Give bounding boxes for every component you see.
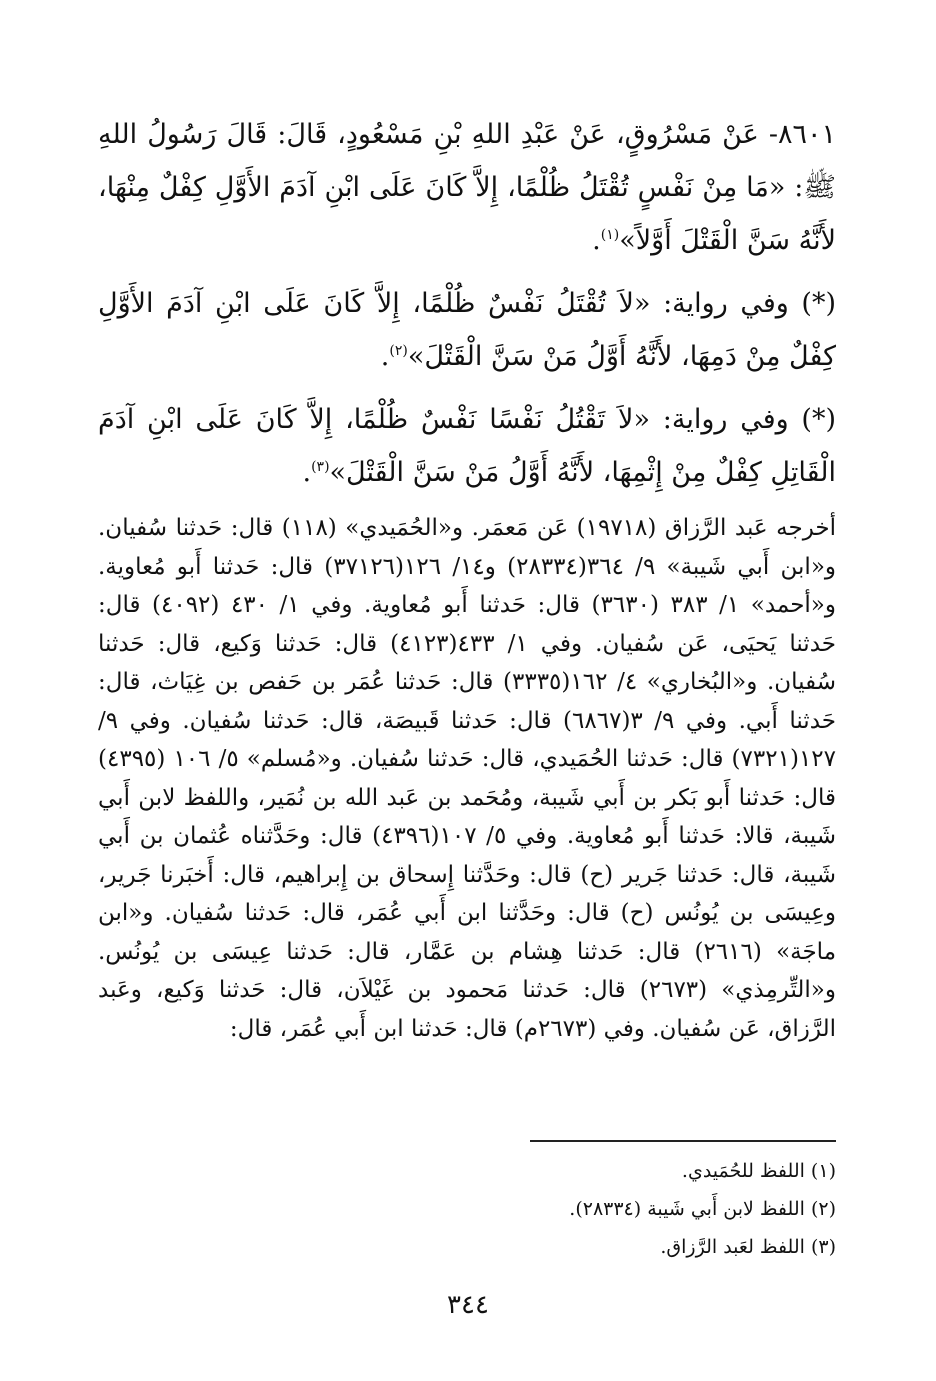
- hadith-main: [98, 108, 836, 267]
- hadith-text: «مَا مِنْ نَفْسٍ تُقْتَلُ ظُلْمًا، إِلاَّ كَانَ عَلَى ابْنِ آدَمَ الأَوَّلِ كِفْلٌ مِنْهَا، لأَنَّهُ سَنَّ الْقَتْلَ أَوَّلاً»: [98, 172, 836, 256]
- footnote-ref-2[interactable]: (٢): [389, 343, 408, 359]
- footnote-1: (١) اللفظ للحُمَيدي.: [681, 1160, 836, 1182]
- page-number: ٣٤٤: [447, 1290, 489, 1320]
- hadith-number-and-chain: ٨٦٠١- عَنْ مَسْرُوقٍ، عَنْ عَبْدِ اللهِ بْنِ مَسْعُودٍ، قَالَ: قَالَ رَسُولُ اللهِ ﷺ:: [98, 119, 836, 203]
- variant-end: .: [302, 457, 312, 488]
- footnote-3: (٣) اللفظ لعَبد الرَّزاق.: [660, 1236, 836, 1258]
- variant-narration-1: [98, 277, 836, 383]
- variant-text: (*) وفي رواية: «لاَ تَقْتُلُ نَفْسًا نَفْسٌ ظُلْمًا، إِلاَّ كَانَ عَلَى ابْنِ آدَمَ الْقَاتِلِ كِفْلٌ مِنْ إِثْمِهَا، لأَنَّهُ أَوَّلُ مَنْ سَنَّ الْقَتْلَ»: [98, 404, 836, 488]
- footnote-ref-3[interactable]: (٣): [311, 459, 330, 475]
- footnote-ref-1[interactable]: (١): [600, 227, 620, 243]
- footnote-2: (٢) اللفظ لابن أَبي شَيبة (٢٨٣٣٤).: [569, 1198, 836, 1220]
- footnotes: [98, 1152, 836, 1266]
- hadith-end: .: [592, 225, 601, 256]
- variant-end: .: [380, 341, 390, 372]
- variant-narration-2: [98, 393, 836, 499]
- variant-text: (*) وفي رواية: «لاَ تُقْتَلُ نَفْسٌ ظُلْمًا، إِلاَّ كَانَ عَلَى ابْنِ آدَمَ الأَوَّلِ كِفْلٌ مِنْ دَمِهَا، لأَنَّهُ أَوَّلُ مَنْ سَنَّ الْقَتْلَ»: [98, 288, 836, 372]
- takhrij-paragraph: أخرجه عَبد الرَّزاق (١٩٧١٨) عَن مَعمَر. و«الحُمَيدي» (١١٨) قال: حَدثنا سُفيان. و«ابن أَبي شَيبة» ٩/ ٣٦٤(٢٨٣٣٤) و١٤/ ١٢٦(٣٧١٢٦) قال: حَدثنا أَبو مُعاوية. و«أحمد» ١/ ٣٨٣ (٣٦٣٠) قال: حَدثنا أَبو مُعاوية. وفي ١/ ٤٣٠ (٤٠٩٢) قال: حَدثنا يَحيَى، عَن سُفيان. وفي ١/ ٤٣٣(٤١٢٣) قال: حَدثنا وَكيع، قال: حَدثنا سُفيان. و«البُخاري» ٤/ ١٦٢(٣٣٣٥) قال: حَدثنا عُمَر بن حَفص بن غِيَاث، قال: حَدثنا أَبي. وفي ٩/ ٣(٦٨٦٧) قال: حَدثنا قَبيصَة، قال: حَدثنا سُفيان. وفي ٩/ ١٢٧(٧٣٢١) قال: حَدثنا الحُمَيدي، قال: حَدثنا سُفيان. و«مُسلم» ٥/ ١٠٦ (٤٣٩٥) قال: حَدثنا أَبو بَكر بن أَبي شَيبة، ومُحَمد بن عَبد الله بن نُمَير، واللفظ لابن أَبي شَيبة، قالا: حَدثنا أَبو مُعاوية. وفي ٥/ ١٠٧(٤٣٩٦) قال: وحَدَّثناه عُثمان بن أَبي شَيبة، قال: حَدثنا جَرير (ح) قال: وحَدَّثنا إِسحاق بن إِبراهيم، قال: أَخبَرنا جَرير، وعِيسَى بن يُونُس (ح) قال: وحَدَّثنا ابن أَبي عُمَر، قال: حَدثنا سُفيان. و«ابن ماجَة» (٢٦١٦) قال: حَدثنا هِشام بن عَمَّار، قال: حَدثنا عِيسَى بن يُونُس. و«التِّرمِذي» (٢٦٧٣) قال: حَدثنا مَحمود بن غَيْلاَن، قال: حَدثنا وَكيع، وعَبد الرَّزاق، عَن سُفيان. وفي (٢٦٧٣م) قال: حَدثنا ابن أَبي عُمَر، قال:: [98, 515, 837, 1042]
- footnote-divider: [530, 1140, 836, 1142]
